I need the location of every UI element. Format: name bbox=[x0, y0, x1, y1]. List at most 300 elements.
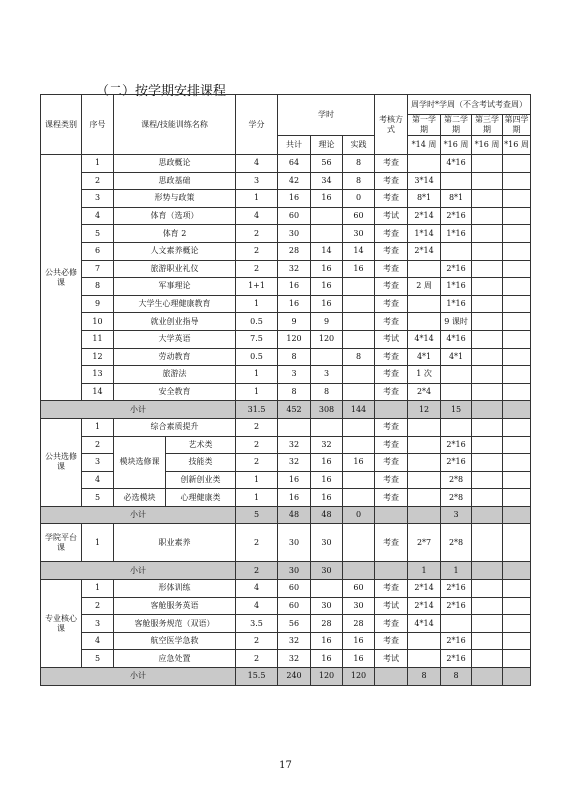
row-no: 3 bbox=[82, 615, 114, 633]
row-t2: 4*16 bbox=[441, 155, 472, 173]
subtotal-total: 240 bbox=[278, 668, 311, 686]
header-term-2: 第二学期 bbox=[441, 115, 472, 136]
subtotal-t4 bbox=[503, 668, 531, 686]
row-theory bbox=[311, 418, 343, 436]
row-theory: 30 bbox=[311, 524, 343, 562]
row-total: 16 bbox=[278, 278, 311, 296]
section-title: （二）按学期安排课程 bbox=[96, 84, 227, 99]
row-theory: 16 bbox=[311, 278, 343, 296]
row-total: 30 bbox=[278, 524, 311, 562]
row-t3 bbox=[472, 615, 503, 633]
row-t1 bbox=[408, 313, 441, 331]
row-t1 bbox=[408, 471, 441, 489]
row-t4 bbox=[503, 615, 531, 633]
category-college-platform: 学院平台课 bbox=[41, 524, 82, 562]
row-no: 10 bbox=[82, 313, 114, 331]
row-practice bbox=[343, 295, 375, 313]
row-t3 bbox=[472, 436, 503, 454]
row-t4 bbox=[503, 295, 531, 313]
subtotal-credit: 31.5 bbox=[236, 401, 278, 419]
row-practice bbox=[343, 330, 375, 348]
row-total: 32 bbox=[278, 650, 311, 668]
category-core: 专业核心课 bbox=[41, 580, 82, 668]
row-exam: 考查 bbox=[375, 313, 408, 331]
subtotal-total: 452 bbox=[278, 401, 311, 419]
row-practice: 16 bbox=[343, 650, 375, 668]
row-practice bbox=[343, 383, 375, 401]
row-theory: 32 bbox=[311, 436, 343, 454]
row-credit: 2 bbox=[236, 454, 278, 472]
row-theory: 28 bbox=[311, 615, 343, 633]
row-theory: 34 bbox=[311, 172, 343, 190]
row-name: 体育 2 bbox=[114, 225, 236, 243]
row-theory: 3 bbox=[311, 366, 343, 384]
row-name: 思政基础 bbox=[114, 172, 236, 190]
row-t3 bbox=[472, 650, 503, 668]
subtotal-exam bbox=[375, 668, 408, 686]
header-category: 课程类别 bbox=[41, 95, 82, 155]
row-t2 bbox=[441, 172, 472, 190]
row-name: 客舱服务规范（双语） bbox=[114, 615, 236, 633]
subtotal-credit: 5 bbox=[236, 506, 278, 524]
subtotal-t3 bbox=[472, 668, 503, 686]
subtotal-t2: 15 bbox=[441, 401, 472, 419]
header-term-1: 第一学期 bbox=[408, 115, 441, 136]
row-theory bbox=[311, 348, 343, 366]
row-t1: 8*1 bbox=[408, 190, 441, 208]
row-credit: 1 bbox=[236, 383, 278, 401]
header-weekly: 周学时*学周（不含考试考查周） bbox=[408, 95, 531, 115]
row-practice: 8 bbox=[343, 172, 375, 190]
row-exam: 考查 bbox=[375, 366, 408, 384]
row-exam: 考查 bbox=[375, 190, 408, 208]
subtotal-practice bbox=[343, 562, 375, 580]
row-practice bbox=[343, 418, 375, 436]
subtotal-t2: 3 bbox=[441, 506, 472, 524]
row-name: 人文素养概论 bbox=[114, 242, 236, 260]
row-no: 2 bbox=[82, 597, 114, 615]
row-exam: 考试 bbox=[375, 650, 408, 668]
row-name: 创新创业类 bbox=[166, 471, 236, 489]
row-credit: 4 bbox=[236, 207, 278, 225]
row-total: 32 bbox=[278, 632, 311, 650]
row-theory bbox=[311, 225, 343, 243]
row-t3 bbox=[472, 330, 503, 348]
row-t2: 8*1 bbox=[441, 190, 472, 208]
row-credit: 4 bbox=[236, 580, 278, 598]
row-t1 bbox=[408, 260, 441, 278]
row-t1: 2 周 bbox=[408, 278, 441, 296]
category-public-elective: 公共选修课 bbox=[41, 418, 82, 506]
row-credit: 2 bbox=[236, 632, 278, 650]
row-name: 技能类 bbox=[166, 454, 236, 472]
subtotal-theory: 120 bbox=[311, 668, 343, 686]
row-t1: 2*14 bbox=[408, 242, 441, 260]
row-credit: 3 bbox=[236, 172, 278, 190]
row-credit: 1 bbox=[236, 190, 278, 208]
row-exam: 考查 bbox=[375, 155, 408, 173]
row-no: 1 bbox=[82, 155, 114, 173]
row-total: 56 bbox=[278, 615, 311, 633]
row-t2: 2*8 bbox=[441, 489, 472, 507]
row-t4 bbox=[503, 155, 531, 173]
row-total: 16 bbox=[278, 295, 311, 313]
row-no: 8 bbox=[82, 278, 114, 296]
row-exam: 考查 bbox=[375, 348, 408, 366]
row-t4 bbox=[503, 632, 531, 650]
subtotal-label: 小计 bbox=[41, 668, 236, 686]
row-t3 bbox=[472, 580, 503, 598]
row-t4 bbox=[503, 172, 531, 190]
header-weeks-4: *16 周 bbox=[503, 136, 531, 155]
row-t2: 4*16 bbox=[441, 330, 472, 348]
row-t2: 2*8 bbox=[441, 471, 472, 489]
row-t4 bbox=[503, 650, 531, 668]
row-credit: 3.5 bbox=[236, 615, 278, 633]
row-name: 劳动教育 bbox=[114, 348, 236, 366]
row-no: 14 bbox=[82, 383, 114, 401]
subtotal-practice: 120 bbox=[343, 668, 375, 686]
row-practice: 30 bbox=[343, 597, 375, 615]
row-total: 30 bbox=[278, 225, 311, 243]
subtotal-theory: 308 bbox=[311, 401, 343, 419]
subtotal-t1 bbox=[408, 506, 441, 524]
row-t3 bbox=[472, 295, 503, 313]
row-no: 1 bbox=[82, 418, 114, 436]
row-t1: 1*14 bbox=[408, 225, 441, 243]
row-t2: 2*16 bbox=[441, 580, 472, 598]
row-name: 航空医学急救 bbox=[114, 632, 236, 650]
required-module-label: 必选模块 bbox=[114, 489, 166, 507]
row-practice bbox=[343, 366, 375, 384]
row-no: 3 bbox=[82, 454, 114, 472]
row-t2: 2*16 bbox=[441, 436, 472, 454]
row-t4 bbox=[503, 225, 531, 243]
row-no: 13 bbox=[82, 366, 114, 384]
row-exam: 考查 bbox=[375, 295, 408, 313]
row-practice: 60 bbox=[343, 580, 375, 598]
row-practice: 16 bbox=[343, 454, 375, 472]
subtotal-credit: 2 bbox=[236, 562, 278, 580]
row-t3 bbox=[472, 207, 503, 225]
row-t4 bbox=[503, 366, 531, 384]
row-name: 客舱服务英语 bbox=[114, 597, 236, 615]
row-credit: 1 bbox=[236, 366, 278, 384]
row-credit: 7.5 bbox=[236, 330, 278, 348]
row-practice: 28 bbox=[343, 615, 375, 633]
row-t3 bbox=[472, 471, 503, 489]
row-theory: 16 bbox=[311, 489, 343, 507]
row-t2 bbox=[441, 418, 472, 436]
row-t4 bbox=[503, 260, 531, 278]
row-t1: 4*1 bbox=[408, 348, 441, 366]
row-practice bbox=[343, 471, 375, 489]
row-t4 bbox=[503, 471, 531, 489]
row-t2 bbox=[441, 615, 472, 633]
row-no: 5 bbox=[82, 489, 114, 507]
row-t2: 2*8 bbox=[441, 524, 472, 562]
row-t1 bbox=[408, 454, 441, 472]
row-t3 bbox=[472, 172, 503, 190]
row-t1: 3*14 bbox=[408, 172, 441, 190]
row-no: 5 bbox=[82, 225, 114, 243]
row-t1: 2*14 bbox=[408, 580, 441, 598]
page-number: 17 bbox=[279, 760, 292, 771]
row-t1: 4*14 bbox=[408, 615, 441, 633]
header-credit: 学分 bbox=[236, 95, 278, 155]
row-practice: 30 bbox=[343, 225, 375, 243]
row-credit: 1+1 bbox=[236, 278, 278, 296]
row-credit: 2 bbox=[236, 650, 278, 668]
row-t2: 2*16 bbox=[441, 454, 472, 472]
row-t1 bbox=[408, 418, 441, 436]
row-practice: 14 bbox=[343, 242, 375, 260]
row-practice: 60 bbox=[343, 207, 375, 225]
row-name: 体育（选项） bbox=[114, 207, 236, 225]
row-t1 bbox=[408, 632, 441, 650]
row-theory: 16 bbox=[311, 471, 343, 489]
row-t3 bbox=[472, 632, 503, 650]
row-t1 bbox=[408, 436, 441, 454]
row-t4 bbox=[503, 597, 531, 615]
row-t4 bbox=[503, 207, 531, 225]
header-term-4: 第四学期 bbox=[504, 115, 529, 134]
row-practice bbox=[343, 489, 375, 507]
row-t3 bbox=[472, 383, 503, 401]
row-t4 bbox=[503, 330, 531, 348]
row-t3 bbox=[472, 597, 503, 615]
row-t2: 2*16 bbox=[441, 597, 472, 615]
row-total: 8 bbox=[278, 348, 311, 366]
row-theory: 16 bbox=[311, 632, 343, 650]
row-t2: 2*16 bbox=[441, 650, 472, 668]
subtotal-t4 bbox=[503, 401, 531, 419]
row-no: 2 bbox=[82, 436, 114, 454]
subtotal-credit: 15.5 bbox=[236, 668, 278, 686]
header-weeks-3: *16 周 bbox=[472, 136, 503, 155]
row-exam: 考试 bbox=[375, 207, 408, 225]
row-t4 bbox=[503, 524, 531, 562]
row-t3 bbox=[472, 190, 503, 208]
row-name: 应急处置 bbox=[114, 650, 236, 668]
row-no: 12 bbox=[82, 348, 114, 366]
subtotal-t3 bbox=[472, 401, 503, 419]
row-total: 16 bbox=[278, 471, 311, 489]
row-credit: 1 bbox=[236, 295, 278, 313]
row-total: 120 bbox=[278, 330, 311, 348]
row-t1: 2*14 bbox=[408, 597, 441, 615]
row-t3 bbox=[472, 454, 503, 472]
row-total: 32 bbox=[278, 260, 311, 278]
row-t4 bbox=[503, 383, 531, 401]
row-exam: 考试 bbox=[375, 330, 408, 348]
row-exam: 考查 bbox=[375, 172, 408, 190]
row-t1: 2*14 bbox=[408, 207, 441, 225]
header-total: 共计 bbox=[278, 136, 311, 155]
row-no: 3 bbox=[82, 190, 114, 208]
row-name: 形体训练 bbox=[114, 580, 236, 598]
row-total: 60 bbox=[278, 597, 311, 615]
row-t3 bbox=[472, 348, 503, 366]
subtotal-total: 48 bbox=[278, 506, 311, 524]
row-t3 bbox=[472, 242, 503, 260]
row-exam: 考查 bbox=[375, 383, 408, 401]
row-theory: 8 bbox=[311, 383, 343, 401]
row-no: 11 bbox=[82, 330, 114, 348]
subtotal-label: 小计 bbox=[41, 506, 236, 524]
row-t3 bbox=[472, 313, 503, 331]
row-no: 9 bbox=[82, 295, 114, 313]
header-exam: 考核方式 bbox=[375, 95, 408, 155]
row-exam: 考查 bbox=[375, 615, 408, 633]
row-credit: 0.5 bbox=[236, 313, 278, 331]
row-t1: 1 次 bbox=[408, 366, 441, 384]
row-t2 bbox=[441, 383, 472, 401]
row-t3 bbox=[472, 260, 503, 278]
row-no: 5 bbox=[82, 650, 114, 668]
row-credit: 2 bbox=[236, 242, 278, 260]
row-t1: 4*14 bbox=[408, 330, 441, 348]
row-t2 bbox=[441, 366, 472, 384]
row-practice bbox=[343, 524, 375, 562]
row-no: 1 bbox=[82, 524, 114, 562]
row-exam: 考查 bbox=[375, 489, 408, 507]
row-t2: 1*16 bbox=[441, 295, 472, 313]
row-exam: 考查 bbox=[375, 242, 408, 260]
row-total: 28 bbox=[278, 242, 311, 260]
row-name: 思政概论 bbox=[114, 155, 236, 173]
row-t4 bbox=[503, 436, 531, 454]
row-total bbox=[278, 418, 311, 436]
subtotal-t3 bbox=[472, 506, 503, 524]
subtotal-exam bbox=[375, 506, 408, 524]
row-name: 旅游法 bbox=[114, 366, 236, 384]
header-weeks-2: *16 周 bbox=[441, 136, 472, 155]
header-practice: 实践 bbox=[343, 136, 375, 155]
subtotal-t1: 8 bbox=[408, 668, 441, 686]
row-total: 16 bbox=[278, 489, 311, 507]
row-exam: 考查 bbox=[375, 278, 408, 296]
row-total: 16 bbox=[278, 190, 311, 208]
row-practice bbox=[343, 436, 375, 454]
row-name: 综合素质提升 bbox=[114, 418, 236, 436]
row-t2: 4*1 bbox=[441, 348, 472, 366]
row-credit: 4 bbox=[236, 597, 278, 615]
row-theory: 30 bbox=[311, 597, 343, 615]
row-t1 bbox=[408, 155, 441, 173]
row-exam: 考查 bbox=[375, 436, 408, 454]
row-exam: 考查 bbox=[375, 632, 408, 650]
subtotal-practice: 144 bbox=[343, 401, 375, 419]
row-t4 bbox=[503, 418, 531, 436]
row-name: 旅游职业礼仪 bbox=[114, 260, 236, 278]
category-public-required: 公共必修课 bbox=[41, 155, 82, 401]
row-t2: 1*16 bbox=[441, 225, 472, 243]
row-name: 大学英语 bbox=[114, 330, 236, 348]
row-credit: 2 bbox=[236, 436, 278, 454]
row-no: 7 bbox=[82, 260, 114, 278]
row-total: 9 bbox=[278, 313, 311, 331]
subtotal-practice: 0 bbox=[343, 506, 375, 524]
row-no: 4 bbox=[82, 471, 114, 489]
row-total: 3 bbox=[278, 366, 311, 384]
row-t1 bbox=[408, 650, 441, 668]
row-practice bbox=[343, 313, 375, 331]
subtotal-label: 小计 bbox=[41, 401, 236, 419]
row-practice bbox=[343, 278, 375, 296]
subtotal-t1: 12 bbox=[408, 401, 441, 419]
row-no: 2 bbox=[82, 172, 114, 190]
row-t3 bbox=[472, 278, 503, 296]
row-total: 60 bbox=[278, 207, 311, 225]
row-no: 1 bbox=[82, 580, 114, 598]
header-weeks-1: *14 周 bbox=[408, 136, 441, 155]
row-t4 bbox=[503, 313, 531, 331]
row-t4 bbox=[503, 454, 531, 472]
row-total: 60 bbox=[278, 580, 311, 598]
subtotal-t4 bbox=[503, 506, 531, 524]
row-t1 bbox=[408, 489, 441, 507]
subtotal-t4 bbox=[503, 562, 531, 580]
row-name: 心理健康类 bbox=[166, 489, 236, 507]
row-credit: 2 bbox=[236, 225, 278, 243]
row-theory: 9 bbox=[311, 313, 343, 331]
header-course: 课程/技能训练名称 bbox=[114, 95, 236, 155]
row-t4 bbox=[503, 190, 531, 208]
row-t3 bbox=[472, 489, 503, 507]
row-t2: 9 课时 bbox=[441, 313, 472, 331]
row-no: 6 bbox=[82, 242, 114, 260]
row-t3 bbox=[472, 366, 503, 384]
row-name: 军事理论 bbox=[114, 278, 236, 296]
row-t3 bbox=[472, 155, 503, 173]
subtotal-t2: 1 bbox=[441, 562, 472, 580]
row-name: 艺术类 bbox=[166, 436, 236, 454]
row-total: 64 bbox=[278, 155, 311, 173]
row-credit: 2 bbox=[236, 260, 278, 278]
row-theory: 16 bbox=[311, 190, 343, 208]
row-practice: 16 bbox=[343, 632, 375, 650]
row-practice: 0 bbox=[343, 190, 375, 208]
row-theory: 120 bbox=[311, 330, 343, 348]
row-theory: 16 bbox=[311, 295, 343, 313]
row-exam: 考查 bbox=[375, 580, 408, 598]
row-theory bbox=[311, 207, 343, 225]
header-hours: 学时 bbox=[278, 95, 375, 136]
row-total: 32 bbox=[278, 436, 311, 454]
row-name: 形势与政策 bbox=[114, 190, 236, 208]
row-name: 就业创业指导 bbox=[114, 313, 236, 331]
row-t2: 2*16 bbox=[441, 260, 472, 278]
row-theory: 56 bbox=[311, 155, 343, 173]
row-exam: 考查 bbox=[375, 454, 408, 472]
course-schedule-table bbox=[40, 94, 531, 686]
row-practice: 16 bbox=[343, 260, 375, 278]
row-exam: 考查 bbox=[375, 225, 408, 243]
subtotal-label: 小计 bbox=[41, 562, 236, 580]
subtotal-t3 bbox=[472, 562, 503, 580]
row-credit: 4 bbox=[236, 155, 278, 173]
row-credit: 1 bbox=[236, 471, 278, 489]
row-t4 bbox=[503, 242, 531, 260]
row-exam: 考查 bbox=[375, 260, 408, 278]
row-exam: 考查 bbox=[375, 471, 408, 489]
subtotal-theory: 48 bbox=[311, 506, 343, 524]
row-theory bbox=[311, 580, 343, 598]
row-practice: 8 bbox=[343, 348, 375, 366]
header-term-3: 第三学期 bbox=[472, 115, 503, 136]
row-t1: 2*7 bbox=[408, 524, 441, 562]
